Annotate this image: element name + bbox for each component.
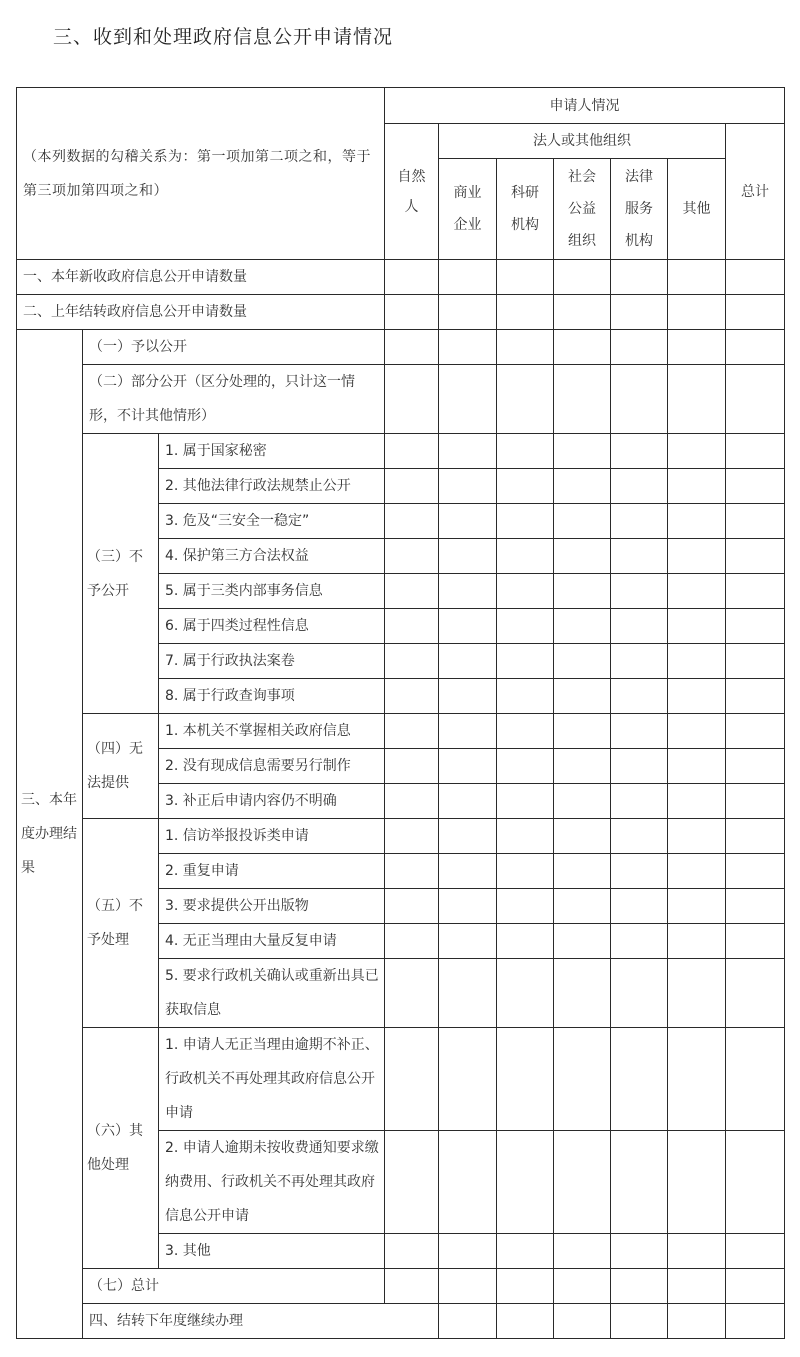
legal-service-header: 法律服务机构	[611, 159, 668, 260]
data-cell	[497, 609, 554, 644]
header-note-cell: （本列数据的勾稽关系为：第一项加第二项之和，等于第三项加第四项之和）	[17, 88, 385, 260]
data-cell	[439, 959, 497, 1028]
data-cell	[726, 714, 785, 749]
data-cell	[439, 330, 497, 365]
data-cell	[726, 1269, 785, 1304]
data-cell	[726, 434, 785, 469]
data-cell	[554, 539, 611, 574]
data-cell	[668, 749, 726, 784]
data-cell	[385, 1234, 439, 1269]
table-row	[17, 819, 785, 854]
data-cell	[611, 434, 668, 469]
data-cell	[439, 574, 497, 609]
data-cell	[726, 1234, 785, 1269]
natural-person-header: 自然人	[385, 124, 439, 260]
data-cell	[726, 295, 785, 330]
data-cell	[385, 679, 439, 714]
data-cell	[668, 330, 726, 365]
data-cell	[497, 959, 554, 1028]
data-cell	[668, 1304, 726, 1339]
data-cell	[611, 679, 668, 714]
data-cell	[554, 749, 611, 784]
data-cell	[726, 924, 785, 959]
data-cell	[439, 504, 497, 539]
row-label: 1. 本机关不掌握相关政府信息	[159, 714, 385, 749]
row-label: 7. 属于行政执法案卷	[159, 644, 385, 679]
data-cell	[611, 609, 668, 644]
data-cell	[668, 365, 726, 434]
data-cell	[554, 854, 611, 889]
data-cell	[385, 749, 439, 784]
data-cell	[611, 330, 668, 365]
data-cell	[439, 679, 497, 714]
data-cell	[726, 539, 785, 574]
row-label: 3. 要求提供公开出版物	[159, 889, 385, 924]
data-cell	[497, 1304, 554, 1339]
data-cell	[385, 1028, 439, 1131]
table-row	[17, 1304, 785, 1339]
row-label: 2. 其他法律行政法规禁止公开	[159, 469, 385, 504]
data-cell	[554, 1269, 611, 1304]
data-cell	[385, 644, 439, 679]
row-label: 一、本年新收政府信息公开申请数量	[17, 260, 385, 295]
row-label: 5. 属于三类内部事务信息	[159, 574, 385, 609]
data-cell	[611, 539, 668, 574]
data-cell	[554, 1304, 611, 1339]
row-label: 3. 危及“三安全一稳定”	[159, 504, 385, 539]
data-cell	[385, 609, 439, 644]
data-cell	[497, 434, 554, 469]
data-cell	[668, 260, 726, 295]
data-cell	[668, 714, 726, 749]
data-cell	[668, 889, 726, 924]
data-cell	[554, 434, 611, 469]
data-cell	[385, 504, 439, 539]
data-cell	[385, 1131, 439, 1234]
table-row	[17, 1028, 785, 1131]
data-cell	[385, 469, 439, 504]
table-row	[17, 260, 785, 295]
data-cell	[611, 504, 668, 539]
data-cell	[554, 644, 611, 679]
data-cell	[611, 260, 668, 295]
data-cell	[497, 924, 554, 959]
data-cell	[726, 574, 785, 609]
data-cell	[611, 854, 668, 889]
data-cell	[726, 959, 785, 1028]
data-cell	[611, 295, 668, 330]
data-cell	[385, 365, 439, 434]
data-cell	[439, 260, 497, 295]
table-row	[17, 434, 785, 469]
data-cell	[497, 539, 554, 574]
data-cell	[385, 330, 439, 365]
data-cell	[385, 959, 439, 1028]
data-cell	[554, 1131, 611, 1234]
annual-results-label: 三、本年度办理结果	[17, 330, 83, 1339]
data-cell	[497, 889, 554, 924]
group-label: （三）不予公开	[83, 434, 159, 714]
data-cell	[668, 609, 726, 644]
row-label: （二）部分公开（区分处理的，只计这一情形，不计其他情形）	[83, 365, 385, 434]
data-cell	[726, 260, 785, 295]
total-header: 总计	[726, 124, 785, 260]
data-cell	[385, 854, 439, 889]
data-cell	[726, 504, 785, 539]
data-cell	[439, 609, 497, 644]
data-cell	[439, 924, 497, 959]
table-row	[17, 1269, 785, 1304]
data-cell	[497, 295, 554, 330]
data-cell	[668, 644, 726, 679]
data-cell	[439, 1234, 497, 1269]
data-cell	[439, 434, 497, 469]
data-cell	[668, 295, 726, 330]
data-cell	[497, 1028, 554, 1131]
data-cell	[554, 504, 611, 539]
data-cell	[668, 924, 726, 959]
table-row	[17, 714, 785, 749]
row-label: 8. 属于行政查询事项	[159, 679, 385, 714]
row-label: 2. 重复申请	[159, 854, 385, 889]
data-cell	[668, 539, 726, 574]
data-cell	[439, 1269, 497, 1304]
data-cell	[611, 959, 668, 1028]
data-cell	[439, 295, 497, 330]
row-label: 1. 申请人无正当理由逾期不补正、行政机关不再处理其政府信息公开申请	[159, 1028, 385, 1131]
applicant-status-header: 申请人情况	[385, 88, 785, 124]
data-cell	[668, 504, 726, 539]
row-label: 3. 其他	[159, 1234, 385, 1269]
data-cell	[611, 574, 668, 609]
data-cell	[668, 784, 726, 819]
data-cell	[439, 469, 497, 504]
data-cell	[439, 644, 497, 679]
data-cell	[439, 819, 497, 854]
data-cell	[668, 819, 726, 854]
data-cell	[554, 679, 611, 714]
data-cell	[385, 1269, 439, 1304]
header-row-1	[17, 88, 785, 124]
data-cell	[726, 784, 785, 819]
data-cell	[726, 609, 785, 644]
data-cell	[497, 1131, 554, 1234]
data-cell	[497, 365, 554, 434]
section-title: 三、收到和处理政府信息公开申请情况	[53, 26, 394, 48]
data-cell	[385, 819, 439, 854]
data-cell	[726, 679, 785, 714]
data-cell	[554, 609, 611, 644]
data-cell	[611, 1234, 668, 1269]
data-cell	[497, 1269, 554, 1304]
data-cell	[554, 714, 611, 749]
data-cell	[726, 330, 785, 365]
group-label: （四）无法提供	[83, 714, 159, 819]
data-cell	[554, 784, 611, 819]
data-cell	[497, 679, 554, 714]
public-welfare-header: 社会公益组织	[554, 159, 611, 260]
data-cell	[668, 959, 726, 1028]
data-cell	[385, 295, 439, 330]
row-label: 6. 属于四类过程性信息	[159, 609, 385, 644]
data-cell	[439, 854, 497, 889]
data-cell	[497, 819, 554, 854]
row-label: 2. 没有现成信息需要另行制作	[159, 749, 385, 784]
data-cell	[611, 1269, 668, 1304]
row-label: 二、上年结转政府信息公开申请数量	[17, 295, 385, 330]
data-cell	[439, 1131, 497, 1234]
legal-entity-header: 法人或其他组织	[439, 124, 726, 159]
data-cell	[668, 854, 726, 889]
foi-application-table	[16, 87, 785, 1339]
data-cell	[554, 469, 611, 504]
data-cell	[554, 365, 611, 434]
data-cell	[611, 1028, 668, 1131]
data-cell	[439, 889, 497, 924]
data-cell	[439, 784, 497, 819]
data-cell	[611, 714, 668, 749]
data-cell	[726, 1304, 785, 1339]
data-cell	[726, 644, 785, 679]
data-cell	[668, 1131, 726, 1234]
data-cell	[611, 889, 668, 924]
data-cell	[497, 644, 554, 679]
data-cell	[497, 714, 554, 749]
data-cell	[726, 854, 785, 889]
data-cell	[439, 1028, 497, 1131]
data-cell	[497, 784, 554, 819]
data-cell	[497, 574, 554, 609]
table-row	[17, 365, 785, 434]
data-cell	[497, 854, 554, 889]
data-cell	[439, 749, 497, 784]
data-cell	[554, 1234, 611, 1269]
row-label: 3. 补正后申请内容仍不明确	[159, 784, 385, 819]
data-cell	[385, 260, 439, 295]
data-cell	[439, 714, 497, 749]
data-cell	[497, 1234, 554, 1269]
data-cell	[439, 539, 497, 574]
table-row	[17, 295, 785, 330]
data-cell	[726, 819, 785, 854]
data-cell	[726, 889, 785, 924]
business-header: 商业企业	[439, 159, 497, 260]
data-cell	[726, 365, 785, 434]
data-cell	[385, 889, 439, 924]
data-cell	[611, 924, 668, 959]
data-cell	[668, 1028, 726, 1131]
data-cell	[554, 330, 611, 365]
row-label: 1. 信访举报投诉类申请	[159, 819, 385, 854]
data-cell	[497, 749, 554, 784]
data-cell	[554, 889, 611, 924]
data-cell	[497, 469, 554, 504]
data-cell	[554, 295, 611, 330]
data-cell	[439, 1304, 497, 1339]
data-cell	[554, 959, 611, 1028]
data-cell	[668, 469, 726, 504]
data-cell	[554, 1028, 611, 1131]
data-cell	[726, 749, 785, 784]
data-cell	[726, 469, 785, 504]
data-cell	[554, 924, 611, 959]
row-label: 4. 无正当理由大量反复申请	[159, 924, 385, 959]
row-label: 1. 属于国家秘密	[159, 434, 385, 469]
data-cell	[726, 1028, 785, 1131]
data-cell	[668, 434, 726, 469]
research-header: 科研机构	[497, 159, 554, 260]
data-cell	[668, 1269, 726, 1304]
data-cell	[611, 644, 668, 679]
table-row	[17, 330, 785, 365]
data-cell	[611, 469, 668, 504]
data-cell	[668, 574, 726, 609]
data-cell	[385, 714, 439, 749]
data-cell	[385, 574, 439, 609]
row-label: 2. 申请人逾期未按收费通知要求缴纳费用、行政机关不再处理其政府信息公开申请	[159, 1131, 385, 1234]
data-cell	[611, 784, 668, 819]
row-label: （七）总计	[83, 1269, 385, 1304]
row-label: 4. 保护第三方合法权益	[159, 539, 385, 574]
data-cell	[726, 1131, 785, 1234]
row-label: 四、结转下年度继续办理	[83, 1304, 439, 1339]
data-cell	[439, 365, 497, 434]
data-cell	[611, 365, 668, 434]
data-cell	[611, 819, 668, 854]
data-cell	[385, 539, 439, 574]
other-header: 其他	[668, 159, 726, 260]
row-label: 5. 要求行政机关确认或重新出具已获取信息	[159, 959, 385, 1028]
data-cell	[385, 924, 439, 959]
data-cell	[497, 260, 554, 295]
data-cell	[611, 1131, 668, 1234]
row-label: （一）予以公开	[83, 330, 385, 365]
data-cell	[668, 1234, 726, 1269]
data-cell	[385, 784, 439, 819]
group-label: （六）其他处理	[83, 1028, 159, 1269]
data-cell	[554, 574, 611, 609]
data-cell	[611, 749, 668, 784]
data-cell	[497, 504, 554, 539]
data-cell	[611, 1304, 668, 1339]
data-cell	[497, 330, 554, 365]
data-cell	[554, 819, 611, 854]
group-label: （五）不予处理	[83, 819, 159, 1028]
data-cell	[668, 679, 726, 714]
data-cell	[554, 260, 611, 295]
data-cell	[385, 434, 439, 469]
